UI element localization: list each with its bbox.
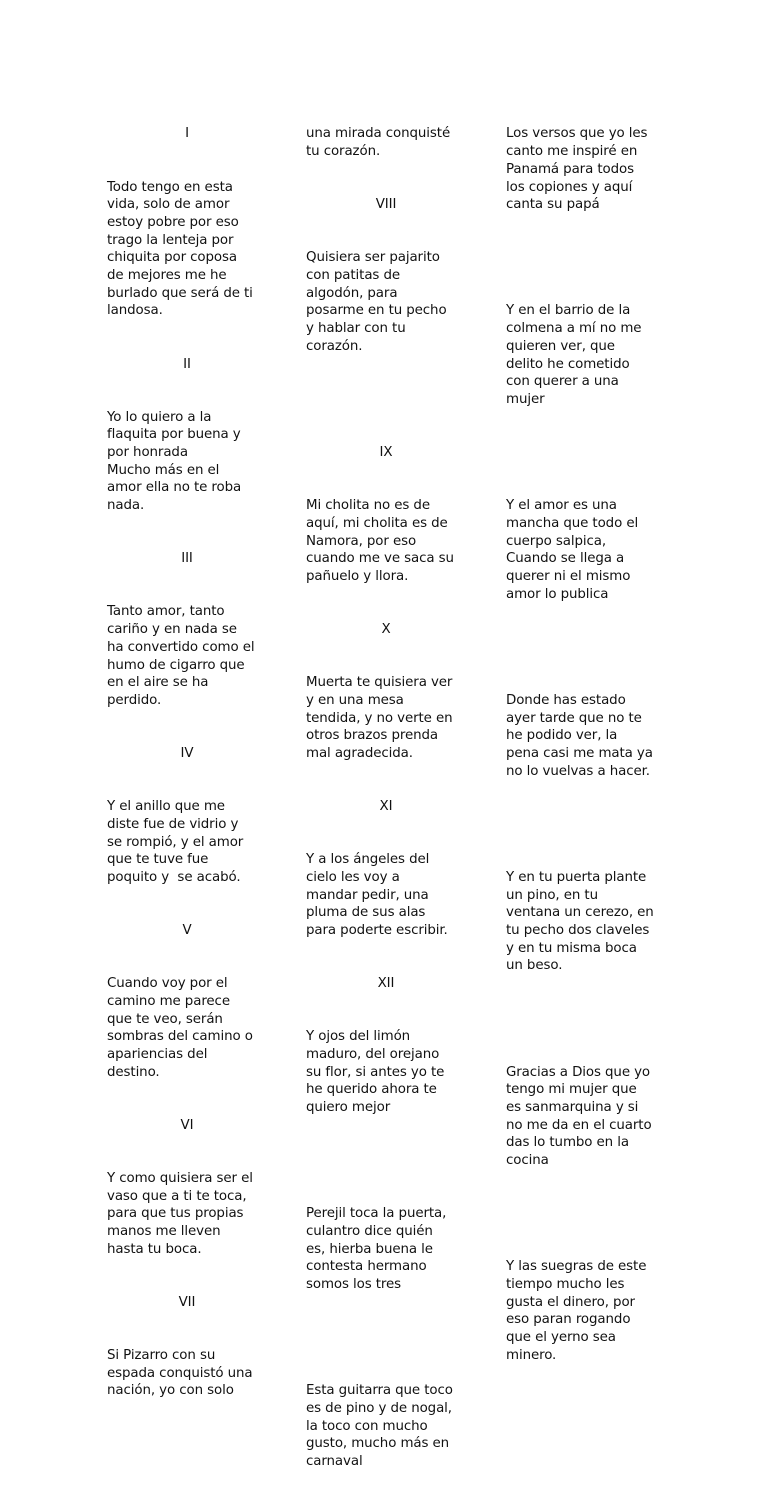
stanza-gap bbox=[506, 1205, 666, 1223]
stanza-text: Donde has estado ayer tarde que no te he podido ver, la pena casi me mata ya no lo vuelvas a hacer. bbox=[506, 692, 653, 779]
stanza-text: Tanto amor, tanto cariño y en nada se ha convertido como el humo de cigarro que en el aire se ha perdido. bbox=[107, 604, 255, 708]
stanza-gap bbox=[306, 1152, 466, 1170]
stanza-text: Los versos que yo les canto me inspiré en Panamá para todos los copiones y aquí canta su papá bbox=[506, 126, 648, 213]
column-3 bbox=[506, 90, 666, 1400]
stanza-text: Si Pizarro con su espada conquistó una nación, yo con solo bbox=[107, 1347, 253, 1399]
stanza-text: Mi cholita no es de aquí, mi cholita es de Namora, por eso cuando me ve saca su pañuelo y llora. bbox=[306, 498, 454, 584]
stanza-gap bbox=[506, 444, 666, 462]
stanza-text: Cuando voy por el camino me parece que te veo, serán sombras del camino o apariencias del destino. bbox=[107, 976, 253, 1080]
stanza-text: Y el anillo que me diste fue de vidrio y se rompió, y el amor que te tuve fue poquito y se acabó. bbox=[107, 799, 244, 885]
stanza-text: una mirada conquisté tu corazón. bbox=[306, 126, 451, 160]
stanza-numeral: XI bbox=[379, 799, 393, 815]
stanza-text: Muerta te quisiera ver y en una mesa tendida, y no verte en otros brazos prenda mal agradecida. bbox=[306, 675, 453, 761]
stanza-numeral: IX bbox=[379, 445, 393, 461]
stanza-text: Y en el barrio de la colmena a mí no me quieren ver, que delito he cometido con querer a una mujer bbox=[506, 303, 642, 407]
stanza-gap bbox=[306, 1329, 466, 1347]
stanza-text: Gracias a Dios que yo tengo mi mujer que es sanmarquina y si no me da en el cuarto das lo tumbo en la cocina bbox=[506, 1064, 652, 1169]
stanza-text: Y en tu puerta plante un pino, en tu ventana un cerezo, en tu pecho dos claveles y en tu misma boca un beso. bbox=[506, 869, 654, 974]
stanza-gap bbox=[506, 639, 666, 657]
stanza-numeral: VII bbox=[178, 1294, 196, 1310]
stanza-text: Y las suegras de este tiempo mucho les gusta el dinero, por eso paran rogando que el yerno sea minero. bbox=[506, 1259, 647, 1363]
stanza-text: Y a los ángeles del cielo les voy a mandar pedir, una pluma de sus alas para poderte escribir. bbox=[306, 852, 448, 939]
column-1 bbox=[107, 90, 267, 1435]
stanza-numeral: XII bbox=[377, 976, 395, 992]
stanza-gap bbox=[506, 816, 666, 834]
column-2 bbox=[306, 90, 466, 1506]
stanza-text: Esta guitarra que toco es de pino y de nogal, la toco con mucho gusto, mucho más en carnaval bbox=[306, 1383, 453, 1470]
stanza-numeral: VI bbox=[180, 1117, 194, 1133]
stanza-numeral: III bbox=[181, 551, 193, 567]
stanza-gap bbox=[506, 249, 666, 267]
stanza-numeral: VIII bbox=[375, 197, 397, 213]
stanza-numeral: II bbox=[183, 356, 191, 372]
stanza-numeral: IV bbox=[180, 746, 194, 762]
stanza-numeral: X bbox=[381, 622, 391, 638]
stanza-text: Y como quisiera ser el vaso que a ti te toca, para que tus propias manos me lleven hasta tu boca. bbox=[107, 1170, 253, 1257]
stanza-text: Quisiera ser pajarito con patitas de algodón, para posarme en tu pecho y hablar con tu corazón. bbox=[306, 250, 447, 354]
stanza-text: Y el amor es una mancha que todo el cuerpo salpica, Cuando se llega a querer ni el mismo amor lo publica bbox=[506, 498, 639, 602]
stanza-text: Todo tengo en esta vida, solo de amor estoy pobre por eso trago la lenteja por chiquita por coposa de mejores me he burlado que será de ti landosa. bbox=[107, 179, 253, 319]
stanza-numeral: V bbox=[182, 923, 192, 939]
stanza-gap bbox=[506, 1011, 666, 1029]
stanza-text: Perejil toca la puerta, culantro dice quién es, hierba buena le contesta hermano somos los tres bbox=[306, 1206, 447, 1293]
stanza-gap bbox=[306, 391, 466, 409]
stanza-numeral: I bbox=[185, 126, 189, 142]
stanza-text: Y ojos del limón maduro, del orejano su flor, si antes yo te he querido ahora te quiero mejor bbox=[306, 1029, 445, 1116]
stanza-text: Yo lo quiero a la flaquita por buena y por honrada Mucho más en el amor ella no te roba nada. bbox=[107, 409, 242, 514]
